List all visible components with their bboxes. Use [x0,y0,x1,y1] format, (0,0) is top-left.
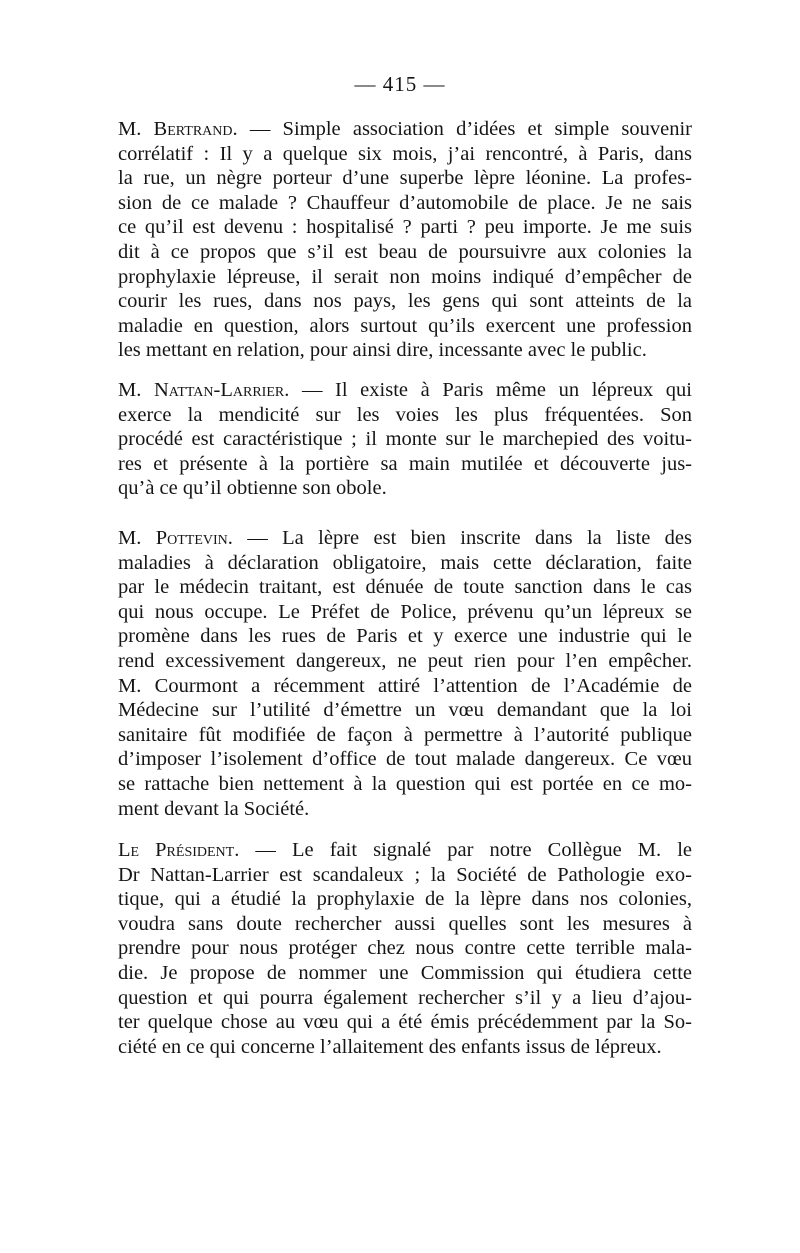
paragraph-line: ciété en ce qui concerne l’allaitement des enfants issus de lépreux. [118,1035,662,1058]
paragraph-pottevin [118,526,692,821]
paragraph-line: M. Courmont a récemment attiré l’attention de l’Académie de [118,674,692,697]
paragraph-line: corrélatif : Il y a quelque six mois, j’ai rencontré, à Paris, dans [118,142,692,165]
paragraph-line: se rattache bien nettement à la question qui est portée en ce mo- [118,772,692,795]
paragraph-line: qu’à ce qu’il obtienne son obole. [118,477,387,500]
paragraph-line: courir les rues, dans nos pays, les gens qui sont atteints de la [118,290,692,313]
paragraph-nattan-larrier [118,378,692,501]
paragraph-line: res et présente à la portière sa main mutilée et découverte jus- [118,452,692,475]
paragraph-line: qui nous occupe. Le Préfet de Police, prévenu qu’un lépreux se [118,600,692,623]
paragraph-line: sanitaire fût modifiée de façon à permettre à l’autorité publique [118,723,692,746]
paragraph-president [118,838,692,1059]
paragraph-bertrand [118,117,692,363]
paragraph-line: die. Je propose de nommer une Commission qui étudiera cette [118,961,692,984]
paragraph-line: M. Pottevin. — La lèpre est bien inscrite dans la liste des [118,527,692,549]
speaker-name: M. Nattan-Larrier. [118,379,290,401]
paragraph-line: exerce la mendicité sur les voies les plus fréquentées. Son [118,403,692,426]
paragraph-line: ter quelque chose au vœu qui a été émis précédemment par la So- [118,1011,692,1034]
paragraph-line: maladies à déclaration obligatoire, mais cette déclaration, faite [118,551,692,574]
paragraph-line: sion de ce malade ? Chauffeur d’automobile de place. Je ne sais [118,191,692,214]
paragraph-line: les mettant en relation, pour ainsi dire, incessante avec le public. [118,339,647,362]
speaker-name: M. Bertrand. [118,118,238,140]
paragraph-line: ce qu’il est devenu : hospitalisé ? parti ? peu importe. Je me suis [118,216,692,239]
paragraph-line: prendre pour nous protéger chez nous contre cette terrible mala- [118,937,692,960]
paragraph-line: ment devant la Société. [118,797,310,820]
paragraph-line: rend excessivement dangereux, ne peut rien pour l’en empêcher. [118,649,692,672]
paragraph-line: la rue, un nègre porteur d’une superbe lèpre léonine. La profes- [118,167,692,190]
page-number: — 415 — [354,72,446,96]
paragraph-line: M. Nattan-Larrier. — Il existe à Paris même un lépreux qui [118,379,692,401]
paragraph-line: d’imposer l’isolement d’office de tout malade dangereux. Ce vœu [118,748,692,771]
speaker-name: Le Président. [118,839,240,861]
paragraph-line: dit à ce propos que s’il est beau de poursuivre aux colonies la [118,240,692,263]
paragraph-line: par le médecin traitant, est dénuée de toute sanction dans le cas [118,576,692,599]
paragraph-line: maladie en question, alors surtout qu’ils exercent une profession [118,314,692,337]
paragraph-line: voudra sans doute rechercher aussi quelles sont les mesures à [118,912,692,935]
paragraph-line: M. Bertrand. — Simple association d’idées et simple souvenir [118,118,693,140]
paragraph-line: Le Président. — Le fait signalé par notre Collègue M. le [118,839,692,861]
paragraph-line: prophylaxie lépreuse, il serait non moins indiqué d’empêcher de [118,265,692,288]
paragraph-line: question et qui pourra également rechercher s’il y a lieu d’ajou- [118,986,692,1009]
paragraph-line: Dr Nattan-Larrier est scandaleux ; la Société de Pathologie exo- [118,863,692,886]
paragraph-line: tique, qui a étudié la prophylaxie de la lèpre dans nos colonies, [118,888,692,911]
paragraph-line: Médecine sur l’utilité d’émettre un vœu demandant que la loi [118,699,692,722]
speaker-name: M. Pottevin. [118,527,233,549]
paragraph-line: procédé est caractéristique ; il monte sur le marchepied des voitu- [118,428,692,451]
paragraph-line: promène dans les rues de Paris et y exerce une industrie qui le [118,625,692,648]
